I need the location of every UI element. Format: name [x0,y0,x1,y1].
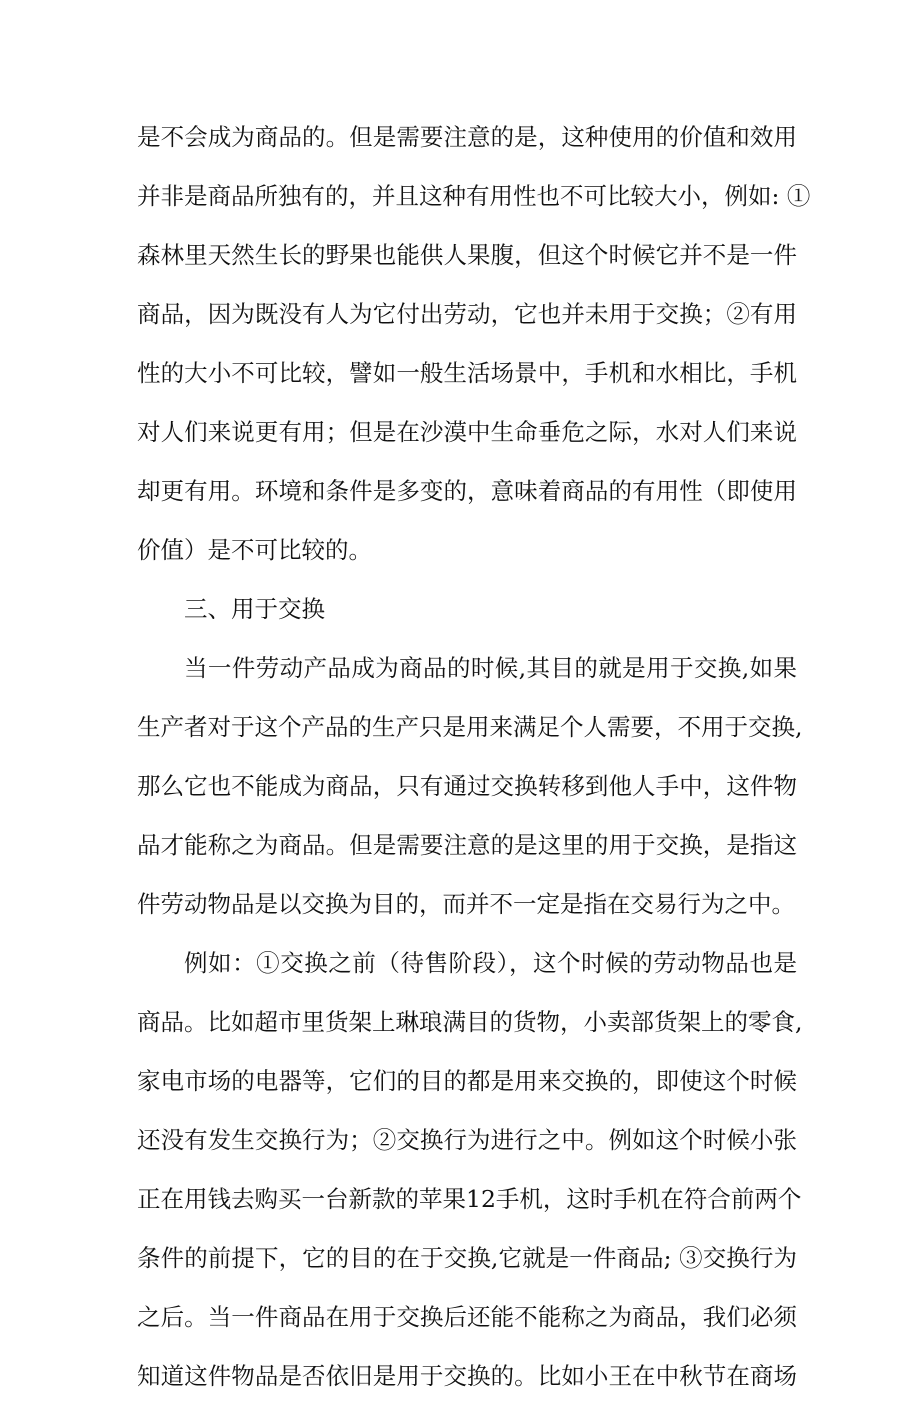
text-line: 那么它也不能成为商品，只有通过交换转移到他人手中，这件物 [137,772,797,800]
text-line: 生产者对于这个产品的生产只是用来满足个人需要，不用于交换, [137,713,803,741]
text-line: 当一件劳动产品成为商品的时候,其目的就是用于交换,如果 [184,654,797,682]
text-line: 条件的前提下，它的目的在于交换,它就是一件商品; ③交换行为 [137,1244,797,1272]
document-body [137,108,811,1406]
text-line: 还没有发生交换行为；②交换行为进行之中。例如这个时候小张 [137,1126,797,1154]
text-line: 商品。比如超市里货架上琳琅满目的货物，小卖部货架上的零食, [137,1008,803,1036]
text-line: 对人们来说更有用；但是在沙漠中生命垂危之际，水对人们来说 [137,418,797,446]
text-line: 三、用于交换 [184,595,325,623]
text-line: 家电市场的电器等，它们的目的都是用来交换的，即使这个时候 [137,1067,797,1095]
text-line: 却更有用。环境和条件是多变的，意味着商品的有用性（即使用 [137,477,797,505]
text-line: 森林里天然生长的野果也能供人果腹，但这个时候它并不是一件 [137,241,797,269]
text-line: 之后。当一件商品在用于交换后还能不能称之为商品，我们必须 [137,1303,797,1331]
text-line: 性的大小不可比较，譬如一般生活场景中，手机和水相比，手机 [137,359,797,387]
text-line: 价值）是不可比较的。 [137,536,372,564]
text-line: 商品，因为既没有人为它付出劳动，它也并未用于交换；②有用 [137,300,797,328]
text-line: 品才能称之为商品。但是需要注意的是这里的用于交换，是指这 [137,831,797,859]
text-line: 例如：①交换之前（待售阶段），这个时候的劳动物品也是 [184,949,797,977]
text-line: 并非是商品所独有的，并且这种有用性也不可比较大小，例如: ① [137,182,811,210]
text-line: 是不会成为商品的。但是需要注意的是，这种使用的价值和效用 [137,123,797,151]
text-line: 件劳动物品是以交换为目的，而并不一定是指在交易行为之中。 [137,890,795,918]
text-line: 正在用钱去购买一台新款的苹果12手机，这时手机在符合前两个 [137,1185,802,1213]
text-line: 知道这件物品是否依旧是用于交换的。比如小王在中秋节在商场 [137,1362,797,1390]
